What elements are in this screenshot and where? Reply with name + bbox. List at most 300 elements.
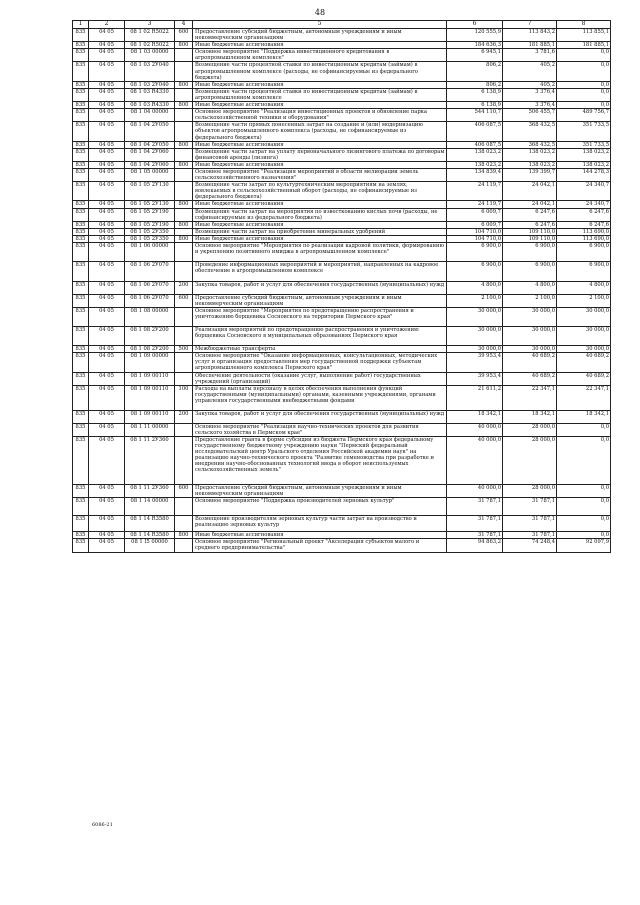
table-row (73, 423, 611, 436)
cell-admin-code: 835 (73, 385, 89, 410)
cell-admin-code: 835 (73, 353, 89, 372)
table-row (73, 62, 611, 81)
cell-target-article: 08 1 09 00110 (125, 372, 175, 385)
table-row (73, 498, 611, 516)
cell-section: 04 05 (89, 122, 125, 141)
cell-description: Иные бюджетные ассигнования (193, 201, 447, 208)
cell-section: 04 05 (89, 282, 125, 295)
cell-target-article: 08 1 05 2У350 (125, 228, 175, 235)
cell-section: 04 05 (89, 410, 125, 423)
cell-expense-type (175, 308, 193, 327)
cell-amount-year2: 2 100,0 (503, 295, 557, 308)
cell-target-article: 08 1 08 2У200 (125, 327, 175, 346)
cell-expense-type (175, 243, 193, 262)
cell-amount-year3: 0,0 (557, 88, 611, 101)
cell-section: 04 05 (89, 235, 125, 242)
cell-target-article: 08 1 I5 00000 (125, 539, 175, 553)
cell-amount-year3: 24 340,7 (557, 182, 611, 201)
cell-description: Иные бюджетные ассигнования (193, 161, 447, 168)
cell-amount-year3: 0,0 (557, 423, 611, 436)
cell-expense-type (175, 327, 193, 346)
cell-amount-year3: 351 733,5 (557, 141, 611, 148)
cell-section: 04 05 (89, 295, 125, 308)
cell-expense-type: 600 (175, 484, 193, 497)
cell-admin-code: 835 (73, 141, 89, 148)
table-row (73, 141, 611, 148)
cell-description: Иные бюджетные ассигнования (193, 532, 447, 539)
cell-amount-year2: 6 900,0 (503, 262, 557, 282)
cell-target-article: 08 1 04 2У060 (125, 148, 175, 161)
cell-admin-code: 835 (73, 282, 89, 295)
cell-target-article: 08 1 09 00110 (125, 385, 175, 410)
cell-amount-year1: 6 900,0 (447, 243, 503, 262)
cell-description: Основное мероприятие "Поддержка производителей зерновых культур" (193, 498, 447, 516)
cell-description: Закупка товаров, работ и услуг для обеспечения государственных (муниципальных) нужд (193, 410, 447, 423)
cell-expense-type (175, 49, 193, 62)
cell-amount-year3: 113 690,0 (557, 228, 611, 235)
cell-amount-year1: 406 087,5 (447, 141, 503, 148)
cell-expense-type: 200 (175, 282, 193, 295)
cell-admin-code: 835 (73, 539, 89, 553)
cell-description: Возмещение части затрат на приобретение минеральных удобрений (193, 228, 447, 235)
cell-amount-year3: 0,0 (557, 484, 611, 497)
cell-section: 04 05 (89, 29, 125, 42)
cell-amount-year2: 18 342,1 (503, 410, 557, 423)
cell-description: Основное мероприятие "Оказание информационных, консультационных, методических услуг и организация предоставления мер государственной поддержки субъектам агропромышленного комплекса Пермского края" (193, 353, 447, 372)
cell-target-article: 08 1 08 00000 (125, 308, 175, 327)
cell-amount-year1: 30 000,0 (447, 308, 503, 327)
table-row (73, 122, 611, 141)
cell-amount-year3: 138 023,2 (557, 148, 611, 161)
column-header: 8 (557, 21, 611, 29)
cell-section: 04 05 (89, 372, 125, 385)
cell-section: 04 05 (89, 42, 125, 49)
cell-expense-type: 500 (175, 346, 193, 353)
cell-amount-year3: 22 347,1 (557, 385, 611, 410)
cell-description: Расходы на выплаты персоналу в целях обеспечения выполнения функций государственными (муниципальными) органами, казенными учреждениями, органами управления государственными внебюджетными фондами (193, 385, 447, 410)
cell-target-article: 08 1 04 2У060 (125, 161, 175, 168)
cell-admin-code: 835 (73, 327, 89, 346)
table-row (73, 161, 611, 168)
cell-target-article: 08 1 06 2У070 (125, 282, 175, 295)
cell-amount-year1: 138 023,2 (447, 161, 503, 168)
cell-amount-year2: 24 042,1 (503, 182, 557, 201)
cell-section: 04 05 (89, 243, 125, 262)
cell-description: Межбюджетные трансферты (193, 346, 447, 353)
cell-target-article: 08 1 05 2У130 (125, 182, 175, 201)
cell-expense-type (175, 498, 193, 516)
cell-admin-code: 835 (73, 62, 89, 81)
cell-description: Основное мероприятие "Мероприятия по реализации кадровой политики, формированию и укреплению позитивного имиджа в агропромышленном комплексе" (193, 243, 447, 262)
cell-section: 04 05 (89, 109, 125, 122)
cell-amount-year1: 40 000,0 (447, 423, 503, 436)
cell-section: 04 05 (89, 228, 125, 235)
cell-section: 04 05 (89, 532, 125, 539)
cell-target-article: 08 1 05 2У130 (125, 201, 175, 208)
cell-target-article: 08 1 04 2У050 (125, 141, 175, 148)
header-row (73, 21, 611, 29)
cell-amount-year1: 31 787,1 (447, 516, 503, 532)
cell-admin-code: 835 (73, 29, 89, 42)
cell-amount-year2: 405,2 (503, 81, 557, 88)
cell-expense-type (175, 423, 193, 436)
cell-amount-year2: 31 787,1 (503, 532, 557, 539)
cell-section: 04 05 (89, 346, 125, 353)
table-row (73, 221, 611, 228)
cell-expense-type: 800 (175, 221, 193, 228)
cell-amount-year1: 6 900,0 (447, 262, 503, 282)
cell-admin-code: 835 (73, 168, 89, 181)
cell-section: 04 05 (89, 221, 125, 228)
cell-section: 04 05 (89, 161, 125, 168)
cell-amount-year3: 138 023,2 (557, 161, 611, 168)
table-row (73, 539, 611, 553)
cell-amount-year3: 0,0 (557, 102, 611, 109)
cell-amount-year3: 24 340,7 (557, 201, 611, 208)
cell-target-article: 08 1 03 R4330 (125, 88, 175, 101)
cell-expense-type: 600 (175, 295, 193, 308)
cell-admin-code: 835 (73, 88, 89, 101)
cell-amount-year3: 113 855,1 (557, 29, 611, 42)
cell-amount-year2: 31 787,1 (503, 498, 557, 516)
cell-admin-code: 835 (73, 182, 89, 201)
cell-description: Предоставление субсидий бюджетным, автономным учреждениям и иным некоммерческим организациям (193, 29, 447, 42)
table-row (73, 243, 611, 262)
cell-admin-code: 835 (73, 102, 89, 109)
cell-amount-year1: 21 611,2 (447, 385, 503, 410)
cell-amount-year1: 40 000,0 (447, 436, 503, 484)
cell-section: 04 05 (89, 182, 125, 201)
cell-amount-year3: 92 097,9 (557, 539, 611, 553)
table-row (73, 81, 611, 88)
cell-amount-year2: 3 781,6 (503, 49, 557, 62)
cell-amount-year1: 6 138,9 (447, 88, 503, 101)
cell-admin-code: 835 (73, 498, 89, 516)
table-row (73, 42, 611, 49)
cell-amount-year1: 39 953,4 (447, 372, 503, 385)
cell-description: Возмещение части затрат на уплату первоначального лизингового платежа по договорам финансовой аренды (лизинга) (193, 148, 447, 161)
cell-admin-code: 835 (73, 516, 89, 532)
cell-description: Возмещение производителям зерновых культур части затрат на производство и реализацию зерновых культур (193, 516, 447, 532)
column-header: 3 (125, 21, 175, 29)
cell-amount-year2: 28 000,0 (503, 423, 557, 436)
cell-amount-year1: 6 009,7 (447, 221, 503, 228)
cell-amount-year3: 0,0 (557, 516, 611, 532)
cell-description: Иные бюджетные ассигнования (193, 81, 447, 88)
cell-expense-type: 800 (175, 532, 193, 539)
cell-admin-code: 835 (73, 228, 89, 235)
cell-amount-year1: 6 945,1 (447, 49, 503, 62)
table-row (73, 228, 611, 235)
cell-amount-year2: 109 110,0 (503, 228, 557, 235)
cell-target-article: 08 1 14 R3580 (125, 516, 175, 532)
cell-admin-code: 835 (73, 201, 89, 208)
footer-code: 6086-21 (92, 822, 113, 828)
cell-amount-year2: 4 800,0 (503, 282, 557, 295)
cell-target-article: 08 1 06 2У070 (125, 295, 175, 308)
cell-section: 04 05 (89, 168, 125, 181)
cell-section: 04 05 (89, 498, 125, 516)
cell-amount-year1: 406 087,5 (447, 122, 503, 141)
table-row (73, 88, 611, 101)
cell-amount-year1: 30 000,0 (447, 327, 503, 346)
cell-amount-year2: 113 843,2 (503, 29, 557, 42)
cell-amount-year1: 39 953,4 (447, 353, 503, 372)
cell-amount-year2: 24 042,1 (503, 201, 557, 208)
cell-amount-year1: 806,2 (447, 62, 503, 81)
cell-admin-code: 835 (73, 161, 89, 168)
cell-target-article: 08 1 05 00000 (125, 168, 175, 181)
table-row (73, 102, 611, 109)
table-row (73, 385, 611, 410)
cell-target-article: 08 1 04 00000 (125, 109, 175, 122)
column-header: 1 (73, 21, 89, 29)
cell-amount-year2: 6 247,6 (503, 221, 557, 228)
cell-amount-year1: 24 119,7 (447, 182, 503, 201)
cell-admin-code: 835 (73, 436, 89, 484)
cell-amount-year3: 6 247,6 (557, 208, 611, 221)
cell-amount-year1: 104 710,0 (447, 235, 503, 242)
table-row (73, 516, 611, 532)
cell-expense-type (175, 122, 193, 141)
column-header: 6 (447, 21, 503, 29)
cell-description: Иные бюджетные ассигнования (193, 42, 447, 49)
cell-amount-year1: 544 110,7 (447, 109, 503, 122)
cell-target-article: 08 1 03 2У040 (125, 81, 175, 88)
cell-amount-year1: 30 000,0 (447, 346, 503, 353)
cell-description: Обеспечение деятельности (оказание услуг, выполнение работ) государственных учреждений (организаций) (193, 372, 447, 385)
table-row (73, 49, 611, 62)
cell-expense-type (175, 372, 193, 385)
cell-amount-year3: 18 342,1 (557, 410, 611, 423)
table-row (73, 168, 611, 181)
table-row (73, 353, 611, 372)
cell-target-article: 08 1 03 R4330 (125, 102, 175, 109)
cell-expense-type: 200 (175, 410, 193, 423)
cell-target-article: 08 1 14 R3580 (125, 532, 175, 539)
cell-admin-code: 835 (73, 49, 89, 62)
cell-target-article: 08 1 11 2У360 (125, 484, 175, 497)
cell-expense-type: 800 (175, 81, 193, 88)
cell-amount-year2: 138 023,2 (503, 161, 557, 168)
cell-admin-code: 835 (73, 148, 89, 161)
table-row (73, 484, 611, 497)
cell-amount-year2: 138 023,2 (503, 148, 557, 161)
cell-amount-year3: 0,0 (557, 49, 611, 62)
cell-admin-code: 835 (73, 346, 89, 353)
cell-amount-year3: 181 885,1 (557, 42, 611, 49)
cell-admin-code: 835 (73, 122, 89, 141)
cell-expense-type (175, 539, 193, 553)
cell-description: Иные бюджетные ассигнования (193, 102, 447, 109)
cell-target-article: 08 1 05 2У190 (125, 221, 175, 228)
cell-amount-year1: 806,2 (447, 81, 503, 88)
cell-amount-year2: 40 689,2 (503, 372, 557, 385)
cell-amount-year3: 30 000,0 (557, 308, 611, 327)
cell-description: Реализация мероприятий по предотвращению распространения и уничтожению борщевика Сосновского в муниципальных образованиях Пермского края (193, 327, 447, 346)
cell-amount-year2: 181 885,1 (503, 42, 557, 49)
cell-amount-year3: 6 900,0 (557, 243, 611, 262)
cell-amount-year2: 368 432,5 (503, 122, 557, 141)
cell-amount-year2: 28 000,0 (503, 484, 557, 497)
cell-description: Основное мероприятие "Реализация научно-технических проектов для развития сельского хозяйства в Пермском крае" (193, 423, 447, 436)
cell-amount-year2: 405,2 (503, 62, 557, 81)
cell-amount-year3: 40 689,2 (557, 353, 611, 372)
cell-section: 04 05 (89, 201, 125, 208)
cell-admin-code: 835 (73, 208, 89, 221)
cell-admin-code: 835 (73, 484, 89, 497)
column-header: 4 (175, 21, 193, 29)
cell-amount-year1: 31 787,1 (447, 498, 503, 516)
cell-amount-year2: 22 347,1 (503, 385, 557, 410)
cell-description: Основное мероприятие "Поддержка инвестиционного кредитования в агропромышленном комплексе" (193, 49, 447, 62)
cell-target-article: 08 1 03 2У040 (125, 62, 175, 81)
table-row (73, 295, 611, 308)
cell-expense-type (175, 228, 193, 235)
cell-description: Возмещение части прямых понесенных затрат на создание и (или) модернизацию объектов агропромышленного комплекса (расходы, не софинансируемые из федерального бюджета) (193, 122, 447, 141)
table-row (73, 148, 611, 161)
cell-description: Иные бюджетные ассигнования (193, 221, 447, 228)
cell-expense-type: 800 (175, 42, 193, 49)
cell-amount-year2: 368 432,5 (503, 141, 557, 148)
table-row (73, 436, 611, 484)
cell-amount-year2: 3 376,4 (503, 88, 557, 101)
cell-amount-year3: 30 000,0 (557, 346, 611, 353)
cell-amount-year2: 74 248,4 (503, 539, 557, 553)
cell-amount-year2: 28 000,0 (503, 436, 557, 484)
cell-expense-type (175, 168, 193, 181)
cell-expense-type (175, 109, 193, 122)
cell-expense-type (175, 62, 193, 81)
table-row (73, 282, 611, 295)
cell-description: Возмещение части затрат по культуртехническим мероприятиям на землях, вовлекаемых в сельскохозяйственный оборот (расходы, не софинансируемые из федерального бюджета) (193, 182, 447, 201)
cell-amount-year3: 489 756,7 (557, 109, 611, 122)
cell-section: 04 05 (89, 516, 125, 532)
cell-expense-type (175, 516, 193, 532)
cell-amount-year1: 31 787,1 (447, 532, 503, 539)
cell-expense-type (175, 148, 193, 161)
cell-target-article: 08 1 04 2У050 (125, 122, 175, 141)
cell-description: Возмещение части процентной ставки по инвестиционным кредитам (займам) в агропромышленном комплексе (193, 88, 447, 101)
cell-section: 04 05 (89, 353, 125, 372)
cell-target-article: 08 1 09 00000 (125, 353, 175, 372)
cell-amount-year3: 144 278,3 (557, 168, 611, 181)
cell-section: 04 05 (89, 81, 125, 88)
table-row (73, 308, 611, 327)
cell-target-article: 08 1 06 2У070 (125, 262, 175, 282)
cell-amount-year3: 2 100,0 (557, 295, 611, 308)
cell-expense-type: 100 (175, 385, 193, 410)
cell-section: 04 05 (89, 484, 125, 497)
cell-amount-year2: 139 399,7 (503, 168, 557, 181)
cell-description: Основное мероприятие "Мероприятия по предотвращению распространения и уничтожению борщевика Сосновского на территории Пермского края" (193, 308, 447, 327)
cell-amount-year3: 0,0 (557, 498, 611, 516)
cell-admin-code: 835 (73, 308, 89, 327)
cell-description: Основное мероприятие "Реализация мероприятий в области мелиорации земель сельскохозяйственного назначения" (193, 168, 447, 181)
cell-section: 04 05 (89, 308, 125, 327)
cell-amount-year1: 94 863,2 (447, 539, 503, 553)
column-header: 5 (193, 21, 447, 29)
cell-amount-year1: 104 710,0 (447, 228, 503, 235)
cell-expense-type (175, 436, 193, 484)
table-row (73, 532, 611, 539)
cell-amount-year1: 18 342,1 (447, 410, 503, 423)
table-row (73, 109, 611, 122)
cell-section: 04 05 (89, 141, 125, 148)
cell-admin-code: 835 (73, 243, 89, 262)
cell-admin-code: 835 (73, 81, 89, 88)
cell-admin-code: 835 (73, 372, 89, 385)
cell-admin-code: 835 (73, 109, 89, 122)
cell-expense-type: 800 (175, 235, 193, 242)
cell-description: Предоставление субсидий бюджетным, автономным учреждениям и иным некоммерческим организациям (193, 295, 447, 308)
cell-description: Иные бюджетные ассигнования (193, 141, 447, 148)
cell-amount-year2: 30 000,0 (503, 308, 557, 327)
cell-expense-type: 800 (175, 161, 193, 168)
cell-amount-year3: 30 000,0 (557, 327, 611, 346)
cell-amount-year1: 40 000,0 (447, 484, 503, 497)
table-row (73, 327, 611, 346)
cell-section: 04 05 (89, 208, 125, 221)
cell-section: 04 05 (89, 327, 125, 346)
cell-expense-type: 600 (175, 29, 193, 42)
cell-amount-year1: 184 636,3 (447, 42, 503, 49)
cell-expense-type: 800 (175, 201, 193, 208)
cell-admin-code: 835 (73, 410, 89, 423)
cell-section: 04 05 (89, 62, 125, 81)
cell-description: Основное мероприятие "Реализация инвестиционных проектов и обновление парка сельскохозяйственной техники и оборудования" (193, 109, 447, 122)
cell-amount-year3: 0,0 (557, 532, 611, 539)
cell-amount-year2: 6 247,6 (503, 208, 557, 221)
cell-amount-year1: 134 839,4 (447, 168, 503, 181)
table-row (73, 235, 611, 242)
table-row (73, 372, 611, 385)
cell-amount-year2: 40 689,2 (503, 353, 557, 372)
cell-expense-type (175, 182, 193, 201)
cell-target-article: 08 1 06 00000 (125, 243, 175, 262)
cell-amount-year3: 6 247,6 (557, 221, 611, 228)
cell-admin-code: 835 (73, 221, 89, 228)
cell-section: 04 05 (89, 539, 125, 553)
cell-amount-year3: 0,0 (557, 81, 611, 88)
cell-amount-year2: 6 900,0 (503, 243, 557, 262)
cell-expense-type (175, 262, 193, 282)
cell-expense-type (175, 353, 193, 372)
page-number: 48 (314, 8, 326, 17)
cell-target-article: 08 1 03 00000 (125, 49, 175, 62)
cell-admin-code: 835 (73, 295, 89, 308)
cell-amount-year3: 6 900,0 (557, 262, 611, 282)
table-row (73, 262, 611, 282)
cell-amount-year3: 0,0 (557, 62, 611, 81)
cell-amount-year3: 113 690,0 (557, 235, 611, 242)
column-header: 2 (89, 21, 125, 29)
cell-section: 04 05 (89, 102, 125, 109)
column-header: 7 (503, 21, 557, 29)
cell-amount-year2: 3 376,4 (503, 102, 557, 109)
cell-section: 04 05 (89, 88, 125, 101)
cell-target-article: 08 1 09 00110 (125, 410, 175, 423)
cell-amount-year2: 30 000,0 (503, 327, 557, 346)
cell-admin-code: 835 (73, 532, 89, 539)
cell-section: 04 05 (89, 49, 125, 62)
cell-target-article: 08 1 05 2У350 (125, 235, 175, 242)
cell-expense-type: 800 (175, 102, 193, 109)
table-row (73, 182, 611, 201)
cell-section: 04 05 (89, 423, 125, 436)
cell-description: Возмещение части процентной ставки по инвестиционным кредитам (займам) в агропромышленном комплексе (расходы, не софинансируемые из федерального бюджета) (193, 62, 447, 81)
cell-target-article: 08 1 14 00000 (125, 498, 175, 516)
